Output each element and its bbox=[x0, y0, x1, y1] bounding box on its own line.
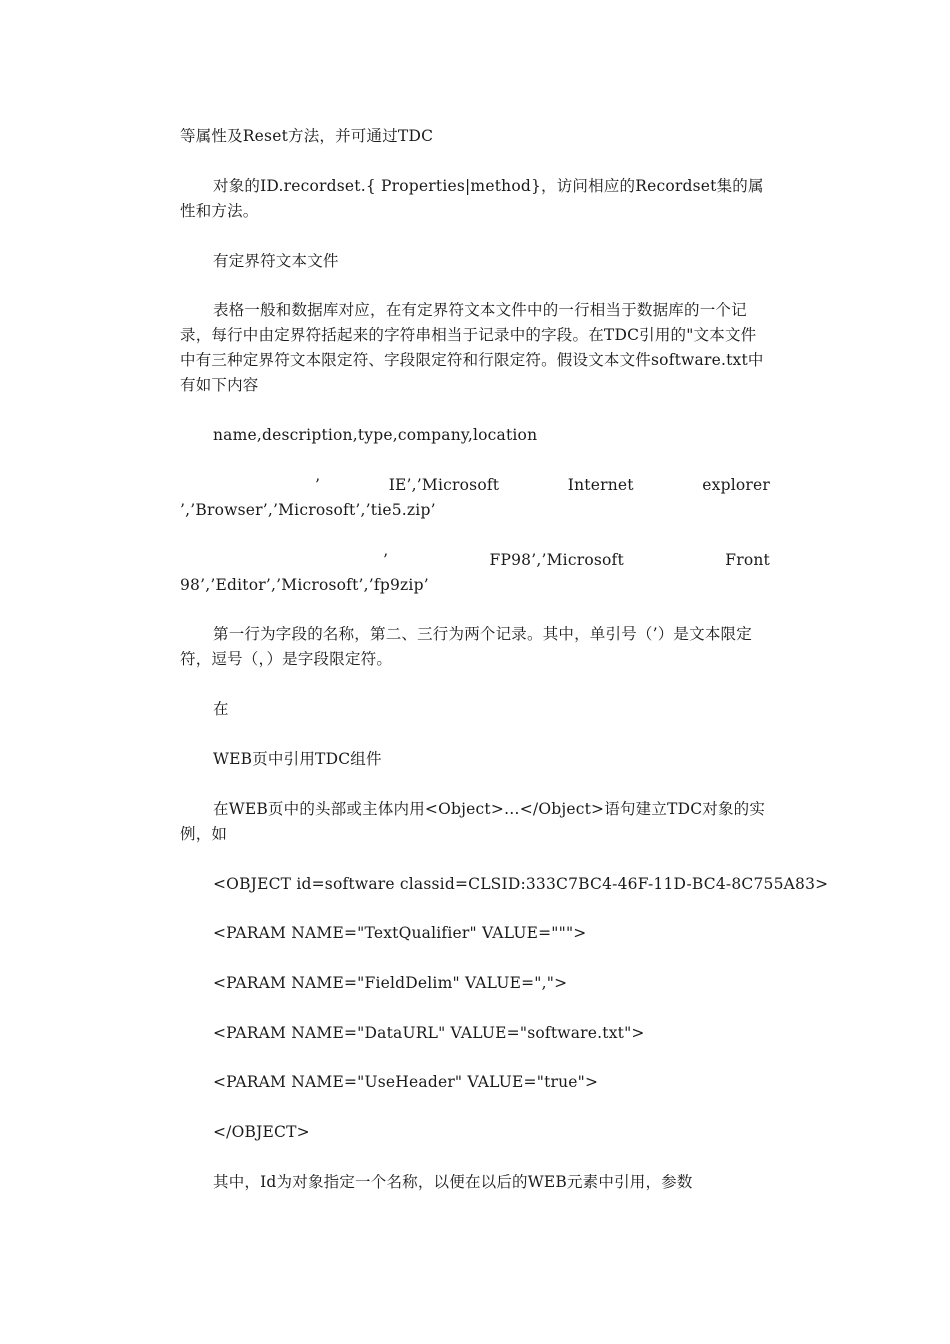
text-field-names: name,description,type,company,location bbox=[213, 426, 538, 444]
code-object-open: <OBJECT id=software classid=CLSID:333C7BC4-46F-11D-BC4-8C755A83> bbox=[213, 875, 829, 893]
record-1-token-ie: IE’,’Microsoft bbox=[388, 476, 500, 494]
code-param-dataurl: <PARAM NAME="DataURL" VALUE="software.txt"> bbox=[213, 1024, 645, 1042]
paragraph-record-explanation: 第一行为字段的名称，第二、三行为两个记录。其中，单引号（’）是文本限定符，逗号（，）是字段限定符。 bbox=[180, 625, 752, 668]
record-2-token-quote: ’ bbox=[383, 551, 389, 569]
record-1-token-quote: ’ bbox=[315, 476, 321, 494]
code-param-textqualifier: <PARAM NAME="TextQualifier" VALUE="""> bbox=[213, 924, 587, 942]
text-zai: 在 bbox=[213, 700, 229, 718]
paragraph-attributes-reset: 等属性及Reset方法，并可通过TDC bbox=[180, 127, 434, 145]
code-object-close: </OBJECT> bbox=[213, 1123, 310, 1141]
record-2-token-fp98: FP98’,’Microsoft bbox=[489, 551, 624, 569]
record-1-token-internet: Internet bbox=[567, 476, 634, 494]
record-2-token-front: Front bbox=[725, 551, 770, 569]
paragraph-object-statement: 在WEB页中的头部或主体内用<Object>…</Object>语句建立TDC对象的实例，如 bbox=[180, 800, 766, 843]
paragraph-recordset-access: 对象的ID.recordset.{ Properties|method}，访问相应的Recordset集的属性和方法。 bbox=[180, 177, 764, 220]
record-1-line-2: ’,’Browser’,’Microsoft’,’tie5.zip’ bbox=[180, 501, 436, 519]
record-1-line-1 bbox=[180, 473, 770, 498]
paragraph-id-explanation: 其中，Id为对象指定一个名称，以便在以后的WEB元素中引用，参数 bbox=[213, 1173, 693, 1191]
record-1-token-explorer: explorer bbox=[702, 476, 770, 494]
code-param-useheader: <PARAM NAME="UseHeader" VALUE="true"> bbox=[213, 1073, 599, 1091]
section-heading-delimited-text-file: 有定界符文本文件 bbox=[213, 252, 339, 270]
code-param-fielddelim: <PARAM NAME="FieldDelim" VALUE=","> bbox=[213, 974, 568, 992]
paragraph-delimiters-explanation: 表格一般和数据库对应，在有定界符文本文件中的一行相当于数据库的一个记录，每行中由定界符括起来的字符串相当于记录中的字段。在TDC引用的"文本文件中有三种定界符文本限定符、字段限定符和行限定符。假设文本文件software.txt中有如下内容 bbox=[180, 301, 764, 394]
record-2-line-2: 98’,’Editor’,’Microsoft’,’fp9zip’ bbox=[180, 576, 429, 594]
record-2-line-1 bbox=[180, 548, 770, 573]
section-heading-web-tdc: WEB页中引用TDC组件 bbox=[213, 750, 382, 768]
